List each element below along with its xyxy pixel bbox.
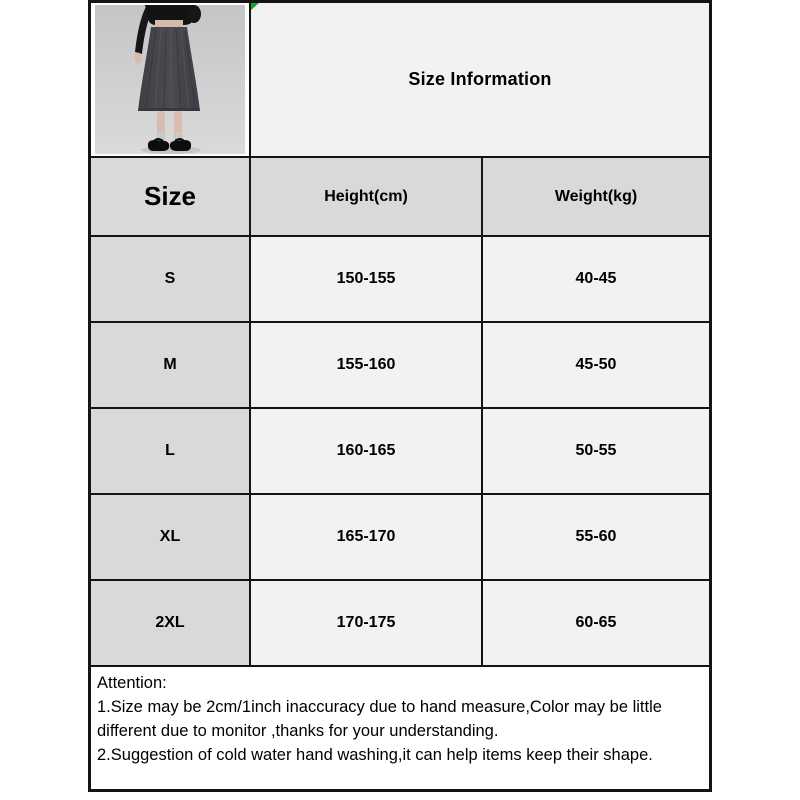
skirt-hem: [138, 108, 200, 111]
sleeve-tie: [187, 5, 201, 23]
weight-value-xl: 55-60: [483, 495, 709, 579]
attention-line-1: 1.Size may be 2cm/1inch inaccuracy due to hand measure,Color may be little: [97, 698, 662, 716]
size-table: [88, 0, 712, 792]
shoe-right: [170, 140, 191, 151]
product-photo: [95, 5, 245, 154]
size-label-xl: XL: [91, 495, 249, 579]
title-cell: [251, 3, 709, 156]
column-header-height: Height(cm): [251, 158, 481, 235]
product-photo-cell: [91, 3, 249, 156]
height-value-l: 160-165: [251, 409, 481, 493]
shoe-left: [148, 140, 169, 151]
model-hand: [134, 53, 141, 64]
page-title: Size Information: [408, 69, 552, 89]
attention-line-2: different due to monitor ,thanks for your understanding.: [97, 722, 499, 740]
weight-value-l: 50-55: [483, 409, 709, 493]
comment-marker-icon: [251, 3, 260, 11]
weight-value-2xl: 60-65: [483, 581, 709, 665]
weight-value-s: 40-45: [483, 237, 709, 321]
height-value-xl: 165-170: [251, 495, 481, 579]
attention-label: Attention:: [97, 674, 167, 692]
attention-note: [91, 667, 709, 789]
weight-value-m: 45-50: [483, 323, 709, 407]
size-label-m: M: [91, 323, 249, 407]
size-label-2xl: 2XL: [91, 581, 249, 665]
size-label-s: S: [91, 237, 249, 321]
attention-line-3: 2.Suggestion of cold water hand washing,it can help items keep their shape.: [97, 746, 653, 764]
size-label-l: L: [91, 409, 249, 493]
column-header-size: Size: [91, 158, 249, 235]
height-value-2xl: 170-175: [251, 581, 481, 665]
column-header-weight: Weight(kg): [483, 158, 709, 235]
height-value-m: 155-160: [251, 323, 481, 407]
height-value-s: 150-155: [251, 237, 481, 321]
